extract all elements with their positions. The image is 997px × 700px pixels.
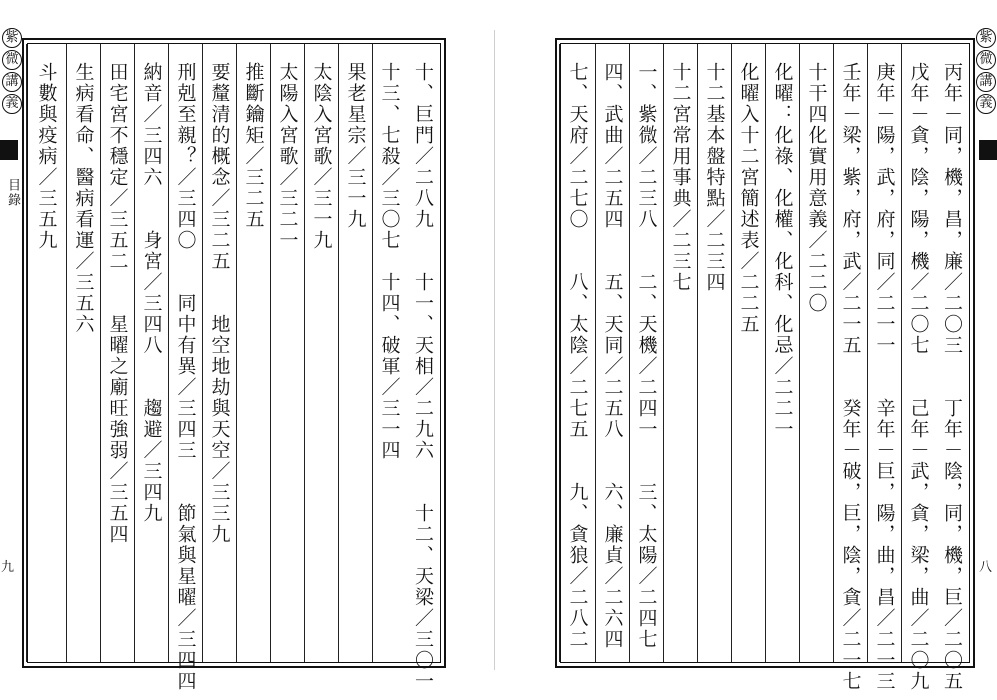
toc-column (697, 44, 731, 662)
right-page-number: 八 (979, 560, 993, 575)
toc-column (270, 44, 304, 662)
toc-column (799, 44, 833, 662)
section-tab-mark (979, 140, 997, 160)
toc-column (202, 44, 236, 662)
seal-char: 義 (976, 94, 996, 114)
seal-char: 講 (2, 72, 22, 92)
toc-column (765, 44, 799, 662)
right-seal-column (976, 28, 996, 114)
toc-column (134, 44, 168, 662)
section-tab-mark (0, 140, 18, 160)
toc-entry: 丙年－同，機，昌，廉／二〇三 丁年－陰，同，機，巨／二〇五 (941, 62, 963, 692)
seal-char: 紫 (976, 28, 996, 48)
toc-entry: 斗數與疫病／三五九 (35, 62, 58, 251)
toc-entry: 納音／三四六 身宮／三四八 趨避／三四九 (140, 62, 163, 524)
toc-column (663, 44, 697, 662)
toc-column (406, 44, 440, 692)
toc-column (629, 44, 663, 662)
toc-entry: 戊年－貪，陰，陽，機／二〇七 己年－武，貪，梁，曲／二〇九 (907, 62, 930, 692)
toc-entry: 一、紫微／二三八 二、天機／二四一 三、太陽／二四七 (635, 62, 658, 650)
toc-entry: 十、巨門／二八九 十一、天相／二九六 十二、天梁／三〇一 (412, 62, 434, 692)
toc-column (100, 44, 134, 662)
toc-column (867, 44, 901, 692)
toc-entry: 化曜入十二宮簡述表／二二五 (737, 62, 760, 335)
book-gutter (494, 30, 495, 670)
section-label: 目錄 (5, 178, 20, 208)
toc-column (731, 44, 765, 662)
toc-entry: 果老星宗／三一九 (344, 62, 367, 230)
left-page-columns (27, 43, 441, 692)
toc-entry: 要釐清的概念／三二五 地空地劫與天空／三三九 (208, 62, 231, 545)
toc-column (901, 44, 935, 692)
toc-entry: 十干四化實用意義／二二〇 (805, 62, 828, 314)
toc-entry: 刑剋至親？／三四〇 同中有異／三四三 節氣與星曜／三四四 (174, 62, 197, 692)
toc-entry: 十二基本盤特點／二三四 (703, 62, 726, 293)
seal-char: 微 (976, 50, 996, 70)
toc-entry: 四、武曲／二五四 五、天同／二五八 六、廉貞／二六四 (601, 62, 624, 650)
seal-char: 義 (2, 94, 22, 114)
right-page-frame (555, 38, 975, 692)
toc-column (595, 44, 629, 662)
seal-char: 微 (2, 50, 22, 70)
toc-entry: 化曜：化祿、化權、化科、化忌／二二一 (771, 62, 794, 440)
seal-char: 講 (976, 72, 996, 92)
left-page-frame (22, 38, 446, 692)
toc-column (304, 44, 338, 662)
toc-column (935, 44, 969, 692)
right-page-columns (560, 43, 970, 692)
toc-column (236, 44, 270, 662)
toc-entry: 太陽入宮歌／三二一 (276, 62, 299, 251)
toc-entry: 十二宮常用事典／二三七 (669, 62, 692, 293)
toc-entry: 田宅宮不穩定／三五二 星曜之廟旺強弱／三五四 (106, 62, 129, 545)
toc-entry: 壬年－梁，紫，府，武／二一五 癸年－破，巨，陰，貪／二一七 (839, 62, 862, 692)
toc-column (559, 44, 595, 662)
toc-entry: 生病看命、醫病看運／三五六 (72, 62, 95, 335)
right-margin (975, 0, 997, 700)
toc-entry: 十三、七殺／三〇七 十四、破軍／三一四 (378, 62, 401, 461)
toc-entry: 庚年－陽，武，府，同／二一一 辛年－巨，陽，曲，昌／二一三 (873, 62, 896, 692)
toc-entry: 推斷鑰矩／三二五 (242, 62, 265, 230)
toc-entry: 七、天府／二七〇 八、太陰／二七五 九、貪狼／二八二 (566, 62, 589, 650)
seal-char: 紫 (2, 28, 22, 48)
toc-column (338, 44, 372, 662)
toc-column (26, 44, 66, 662)
left-page-number: 九 (1, 560, 15, 575)
toc-column (833, 44, 867, 692)
toc-entry: 太陰入宮歌／三一九 (310, 62, 333, 251)
left-seal-column (2, 28, 22, 114)
toc-column (168, 44, 202, 692)
toc-column (66, 44, 100, 662)
toc-column (372, 44, 406, 662)
